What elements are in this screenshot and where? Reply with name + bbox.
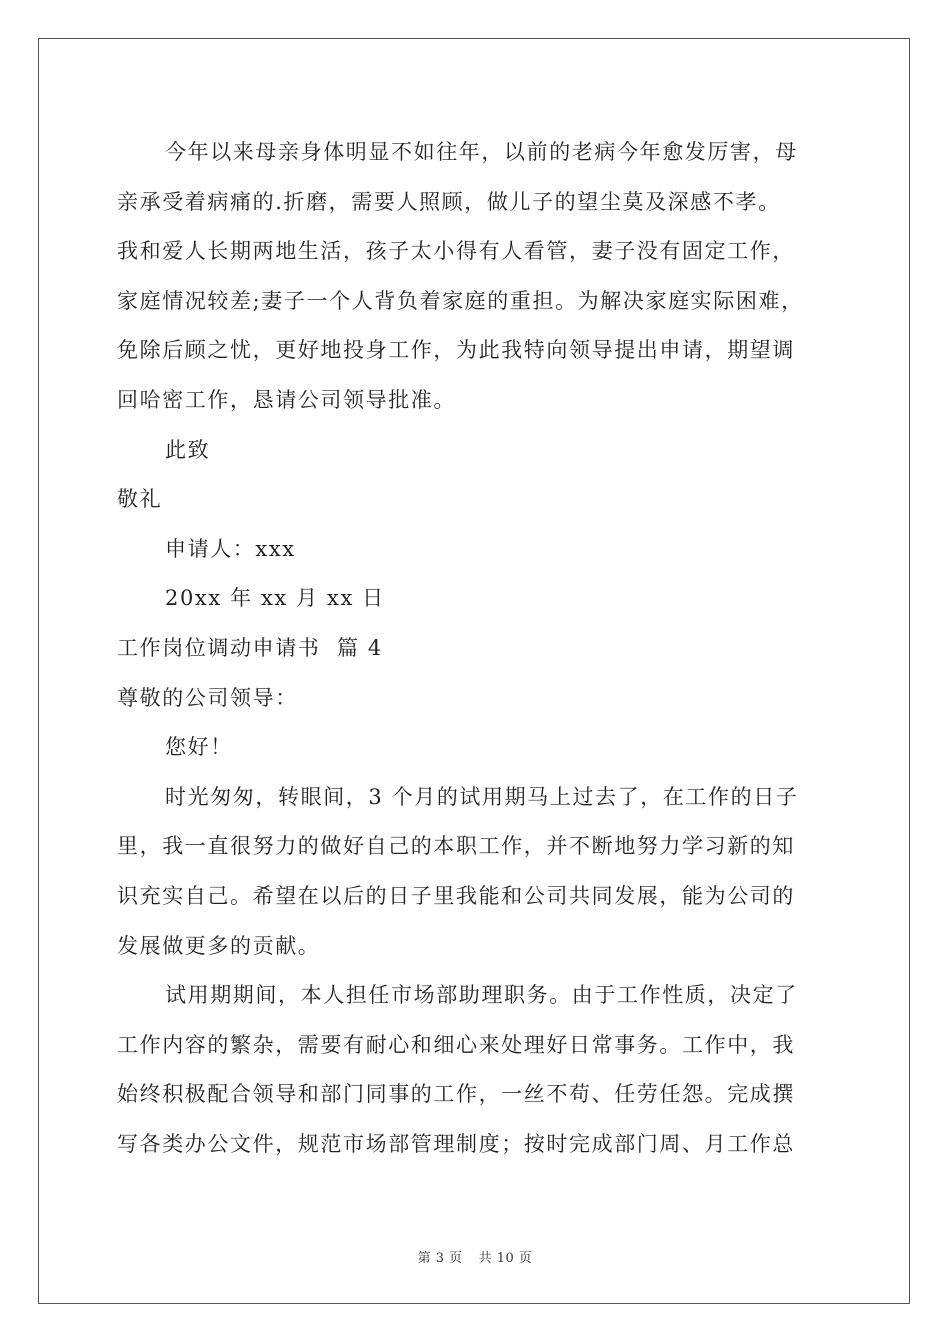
paragraph-line: 试用期期间，本人担任市场部助理职务。由于工作性质，决定了 bbox=[165, 983, 798, 1008]
page-number-current: 第 3 页 bbox=[417, 1251, 463, 1266]
paragraph-line: 免除后顾之忧，更好地投身工作，为此我特向领导提出申请，期望调 bbox=[117, 338, 795, 363]
applicant-signature: 申请人：xxx bbox=[165, 536, 296, 561]
signature-date: 20xx 年 xx 月 xx 日 bbox=[165, 586, 385, 611]
paragraph-line: 发展做更多的贡献。 bbox=[117, 933, 321, 958]
paragraph-line: 家庭情况较差;妻子一个人背负着家庭的重担。为解决家庭实际困难， bbox=[117, 288, 804, 313]
paragraph-line: 始终积极配合领导和部门同事的工作，一丝不苟、任劳任怨。完成撰 bbox=[117, 1082, 795, 1107]
paragraph-line: 识充实自己。希望在以后的日子里我能和公司共同发展，能为公司的 bbox=[117, 883, 795, 908]
closing-regards: 敬礼 bbox=[117, 487, 163, 512]
page-number-total: 共 10 页 bbox=[478, 1251, 533, 1266]
paragraph-line: 今年以来母亲身体明显不如往年，以前的老病今年愈发厉害，母 bbox=[165, 140, 798, 164]
section-title: 工作岗位调动申请书 篇 4 bbox=[117, 635, 383, 660]
paragraph-line: 亲承受着病痛的.折磨，需要人照顾，做儿子的望尘莫及深感不孝。 bbox=[117, 189, 781, 214]
document-body bbox=[117, 128, 837, 1169]
paragraph-line: 我和爱人长期两地生活，孩子太小得有人看管，妻子没有固定工作， bbox=[117, 239, 795, 264]
paragraph-line: 写各类办公文件，规范市场部管理制度；按时完成部门周、月工作总 bbox=[117, 1131, 795, 1156]
paragraph-line: 工作内容的繁杂，需要有耐心和细心来处理好日常事务。工作中，我 bbox=[117, 1032, 795, 1057]
page-footer bbox=[0, 1247, 950, 1266]
paragraph-line: 回哈密工作，恳请公司领导批准。 bbox=[117, 387, 456, 412]
closing-salutation: 此致 bbox=[165, 437, 211, 462]
paragraph-line: 里，我一直很努力的做好自己的本职工作，并不断地努力学习新的知 bbox=[117, 834, 795, 859]
letter-greeting: 您好！ bbox=[165, 735, 233, 760]
letter-salutation: 尊敬的公司领导： bbox=[117, 685, 298, 710]
paragraph-line: 时光匆匆，转眼间，3 个月的试用期马上过去了，在工作的日子 bbox=[165, 784, 799, 809]
